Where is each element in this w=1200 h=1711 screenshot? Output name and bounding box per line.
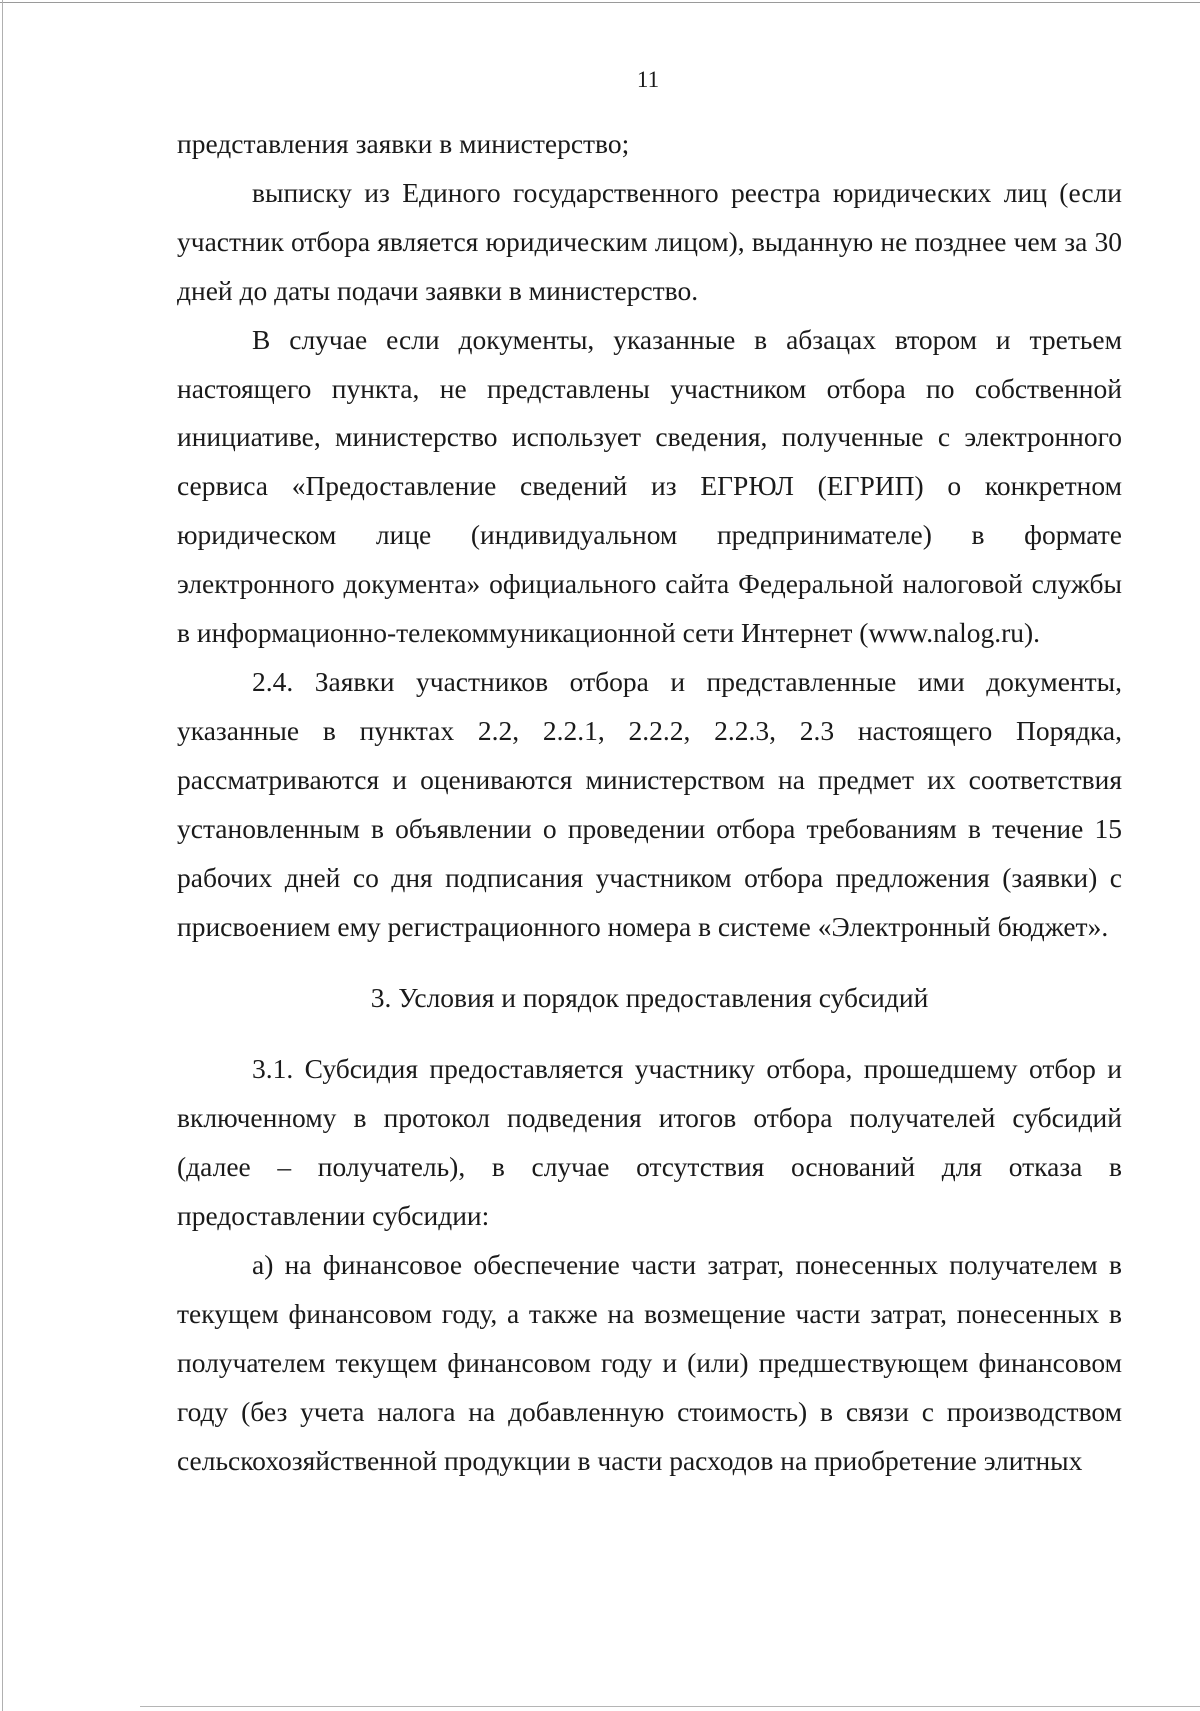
scan-edge-top [0,2,1200,3]
paragraph-submission-continuation: представления заявки в министерство; [177,128,630,159]
paragraph-3-1-subsidy: 3.1. Субсидия предоставляется участнику отбора, прошедшему отбор и включенному в протокол подведения итогов отбора получателей субсидий (далее – получатель), в случае отсутствия оснований для отказа в предоставлении субсидии: [177,1053,1122,1232]
document-body [177,120,1122,1485]
scan-edge-left [2,0,3,1711]
paragraph-3-1-a: а) на финансовое обеспечение части затрат, понесенных получателем в текущем финансовом году, а также на возмещение части затрат, понесенных в получателем текущем финансовом году и (или) предшествующем финансовом году (без учета налога на добавленную стоимость) в связи с производством сельскохозяйственной продукции в части расходов на приобретение элитных [177,1248,1122,1476]
paragraph-documents-not-submitted: В случае если документы, указанные в абзацах втором и третьем настоящего пункта, не представлены участником отбора по собственной инициативе, министерство использует сведения, полученные с электронного сервиса «Предоставление сведений из ЕГРЮЛ (ЕГРИП) о конкретном юридическом лице (индивидуальном предпринимателе) в формате электронного документа» официального сайта Федеральной налоговой службы в информационно-телекоммуникационной сети Интернет (www.nalog.ru). [177,323,1122,649]
paragraph-2-4-review: 2.4. Заявки участников отбора и представленные ими документы, указанные в пунктах 2.2, 2.2.1, 2.2.2, 2.2.3, 2.3 настоящего Порядка, рассматриваются и оцениваются министерством на предмет их соответствия установленным в объявлении о проведении отбора требованиям в течение 15 рабочих дней со дня подписания участником отбора предложения (заявки) с присвоением ему регистрационного номера в системе «Электронный бюджет». [177,665,1122,942]
paragraph-egrul-extract: выписку из Единого государственного реестра юридических лиц (если участник отбора является юридическим лицом), выданную не позднее чем за 30 дней до даты подачи заявки в министерство. [177,176,1122,306]
section-heading: 3. Условия и порядок предоставления субсидий [370,982,929,1014]
scan-edge-bottom [140,1706,1200,1707]
page-number: 11 [636,67,660,92]
